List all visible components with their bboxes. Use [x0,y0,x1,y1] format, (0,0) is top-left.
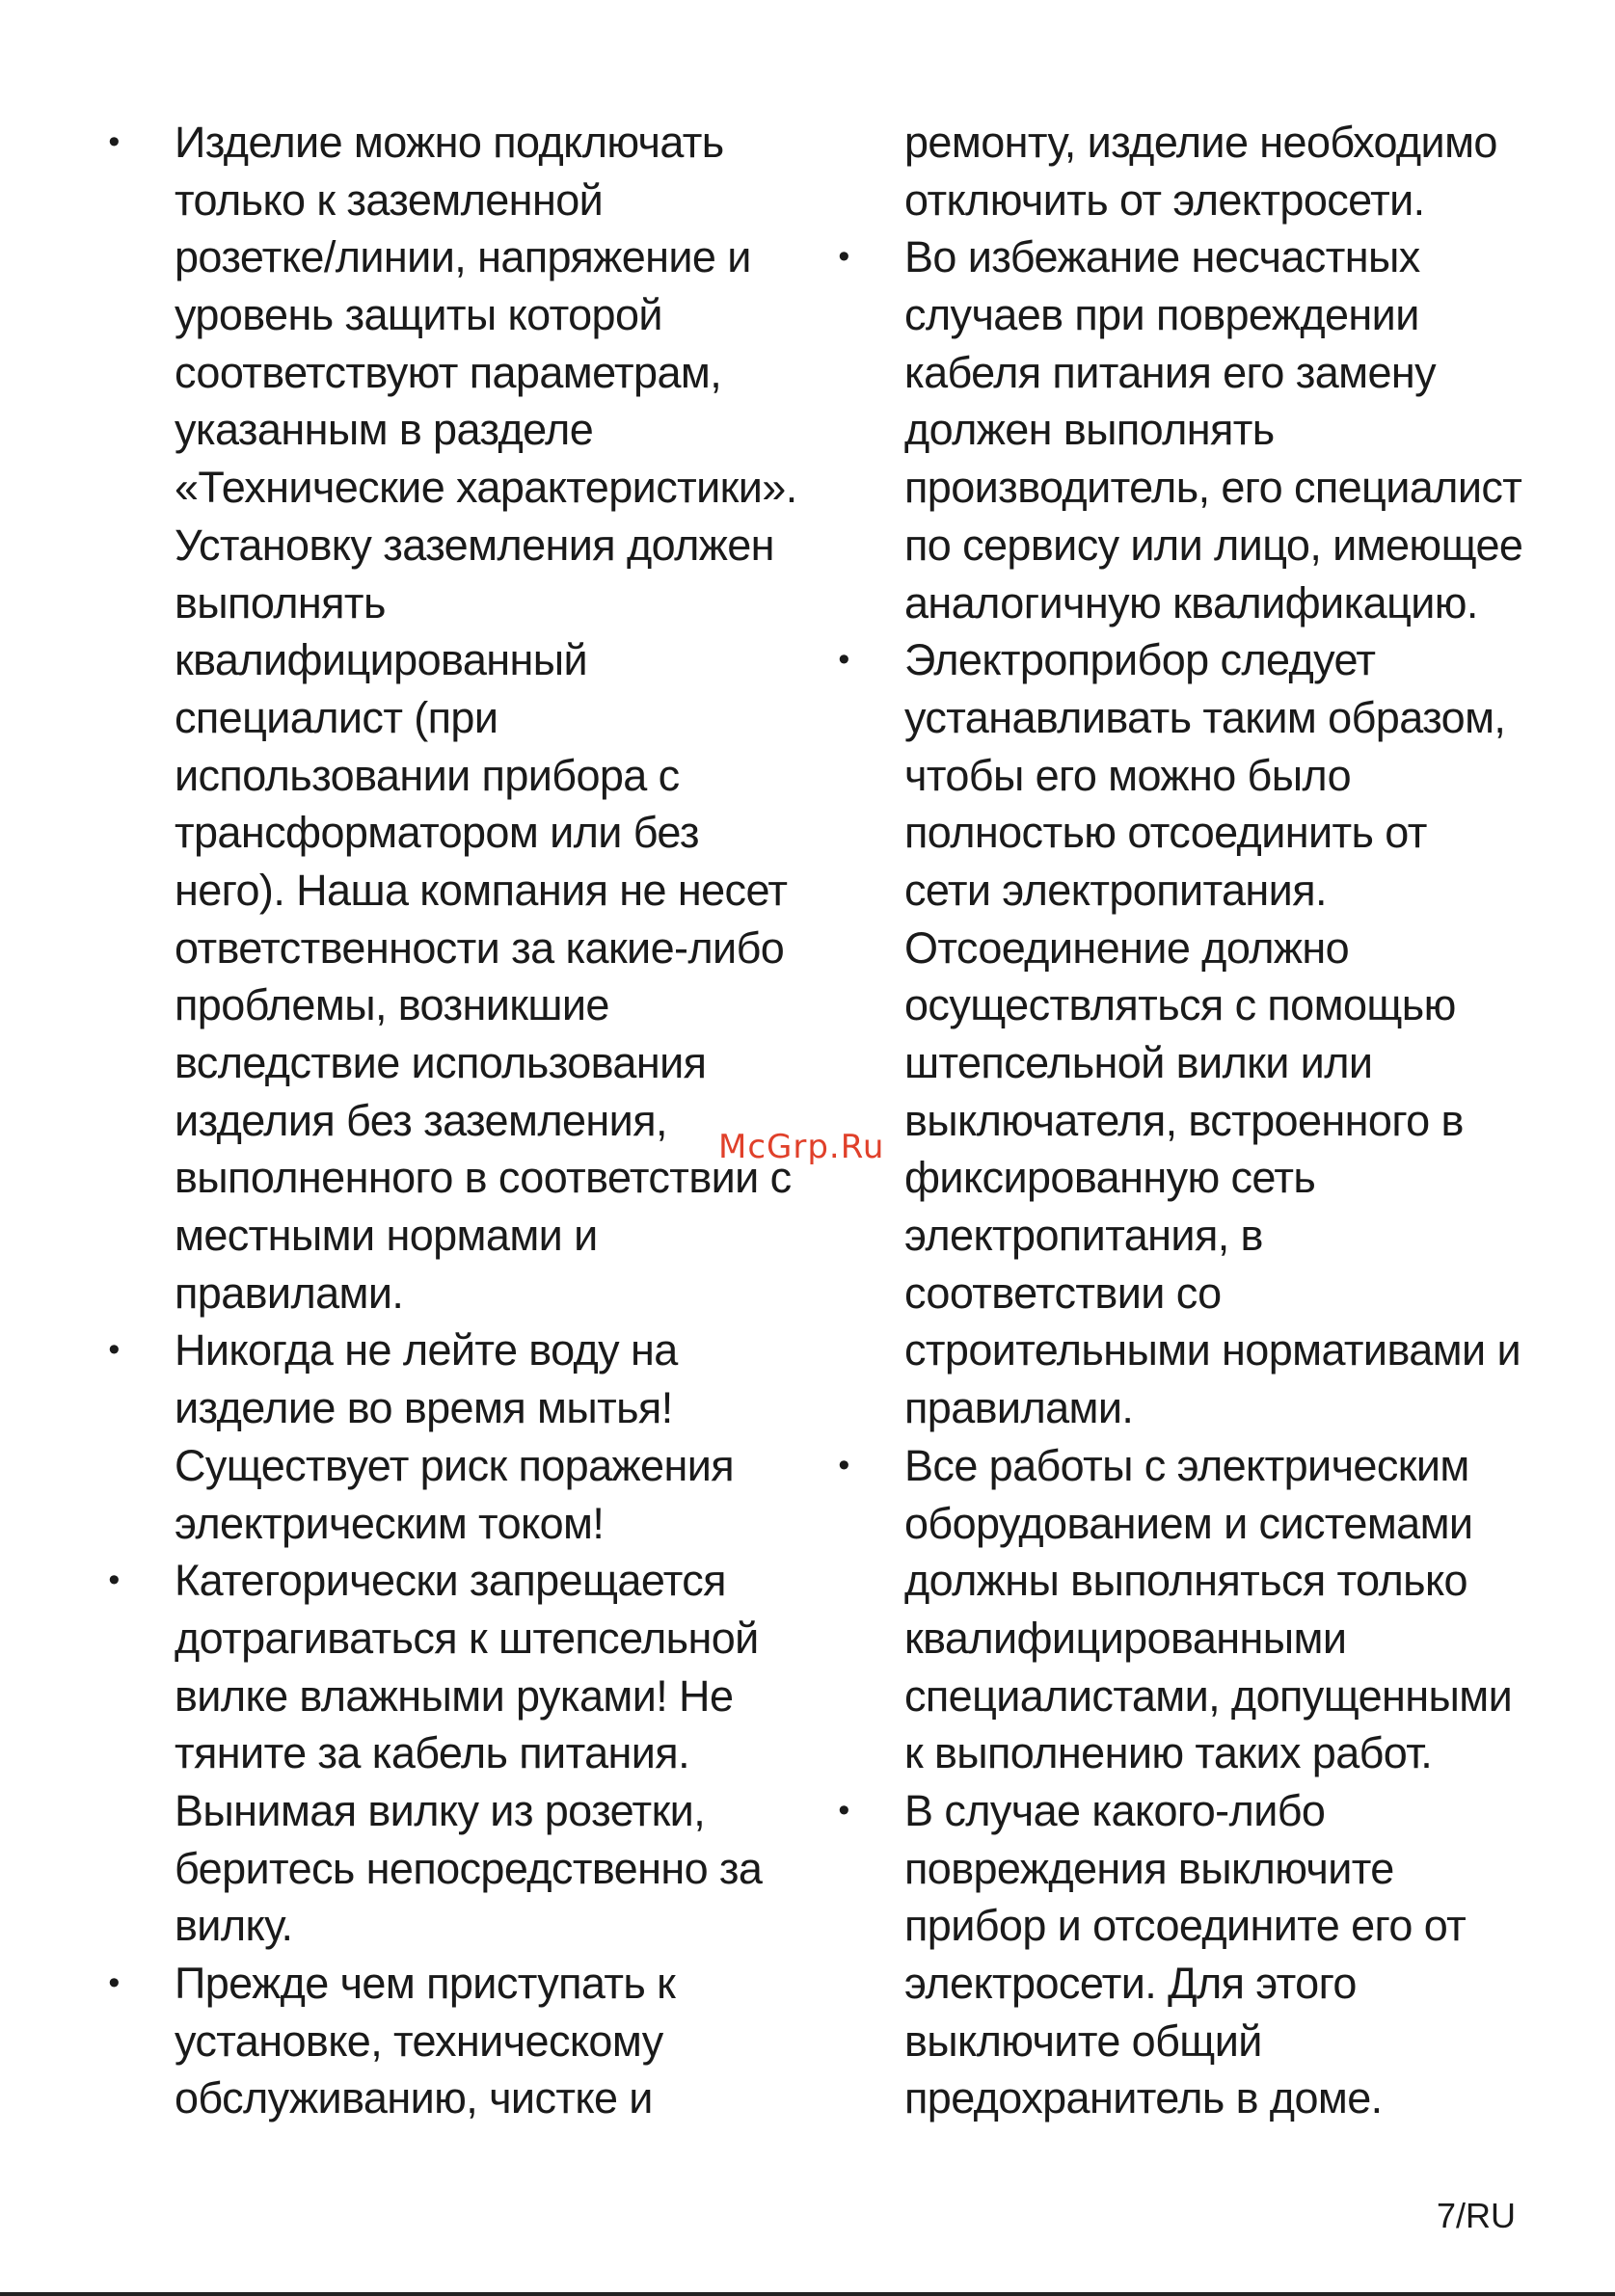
line-text: изделия без заземления, [175,1095,667,1145]
line-text: выполнять [175,577,386,627]
text-line [829,286,1523,344]
bullet-item-start-line [99,1955,813,2013]
text-line [829,920,1523,977]
line-text: уровень защиты которой [175,290,662,340]
watermark: McGrp.Ru [718,1128,885,1166]
line-text: Прежде чем приступать к [175,1959,676,2008]
text-line [829,1495,1523,1553]
text-line [829,747,1523,805]
line-text: должен выполнять [904,405,1275,455]
text-line [829,459,1523,517]
line-text: Установку заземления должен [175,520,774,570]
text-line [99,1207,813,1265]
text-line [829,1092,1523,1150]
bullet-item-start-line [829,228,1523,286]
text-line [829,1955,1523,2013]
text-line [829,689,1523,747]
bullet-icon: • [108,1331,120,1369]
line-text: Изделие можно подключать [175,118,724,167]
line-text: Во избежание несчастных [904,232,1420,282]
line-text: местными нормами и [175,1211,598,1261]
line-text: чтобы его можно было [904,750,1352,800]
right-column [829,114,1523,2127]
line-text: электропитания, в [904,1211,1263,1261]
text-line [829,114,1523,172]
text-line [99,517,813,574]
bullet-item-start-line [829,631,1523,689]
line-text: выключите общий [904,2016,1262,2066]
line-text: осуществляться с помощью [904,980,1456,1030]
line-text: сети электропитания. [904,865,1327,915]
line-text: электросети. Для этого [904,1959,1357,2008]
line-text: беритесь непосредственно за [175,1843,763,1893]
text-line [99,747,813,805]
text-line [99,804,813,862]
line-text: штепсельной вилки или [904,1038,1373,1087]
line-text: отключить от электросети. [904,174,1425,225]
text-line [829,1149,1523,1207]
line-text: выполненного в соответствии с [175,1153,792,1203]
text-line [99,2069,813,2127]
bullet-icon: • [838,238,849,276]
text-line [99,286,813,344]
text-line [829,1724,1523,1782]
line-text: правилами. [904,1383,1134,1433]
text-line [99,2013,813,2070]
line-text: вследствие использования [175,1038,707,1087]
text-line [99,1092,813,1150]
bullet-icon: • [108,123,120,160]
line-text: дотрагиваться к штепсельной [175,1613,759,1663]
page-number: 7/RU [1437,2196,1517,2235]
line-text: обслуживанию, чистке и [175,2073,653,2123]
text-line [829,1610,1523,1668]
line-text: проблемы, возникшие [175,980,609,1030]
text-line [829,2013,1523,2070]
text-line [829,517,1523,574]
text-line [99,689,813,747]
text-line [99,1379,813,1437]
text-line [99,862,813,920]
left-column-lines [99,114,813,2127]
bullet-icon: • [838,1791,849,1829]
line-text: строительными нормативами и [904,1325,1521,1375]
line-text: правилами. [175,1268,404,1318]
text-line [829,574,1523,632]
bullet-item-start-line [829,1782,1523,1840]
line-text: выключателя, встроенного в [904,1095,1464,1145]
line-text: Электроприбор следует [904,635,1376,685]
text-line [99,1437,813,1495]
line-text: использовании прибора с [175,750,680,800]
text-line [829,1840,1523,1898]
text-line [829,172,1523,229]
line-text: соответствуют параметрам, [175,347,722,397]
text-line [829,1322,1523,1379]
line-text: Никогда не лейте воду на [175,1325,678,1375]
text-line [829,1668,1523,1725]
line-text: Отсоединение должно [904,922,1350,973]
line-text: специалистами, допущенными [904,1670,1513,1721]
line-text: производитель, его специалист [904,463,1522,513]
line-text: вилку. [175,1901,293,1951]
line-text: электрическим током! [175,1498,605,1548]
right-column-lines [829,114,1523,2127]
line-text: к выполнению таких работ. [904,1728,1433,1778]
line-text: квалифицированный [175,635,588,685]
text-line [99,1495,813,1553]
line-text: устанавливать таким образом, [904,692,1506,742]
line-text: случаев при повреждении [904,290,1419,340]
text-line [829,1207,1523,1265]
line-text: «Технические характеристики». [175,463,797,513]
line-text: изделие во время мытья! [175,1383,673,1433]
text-line [99,172,813,229]
line-text: оборудованием и системами [904,1498,1473,1548]
line-text: соответствии со [904,1268,1222,1318]
text-line [99,228,813,286]
bullet-icon: • [108,1562,120,1599]
line-text: розетке/линии, напряжение и [175,232,751,282]
text-line [829,344,1523,402]
line-text: должны выполняться только [904,1556,1467,1606]
bullet-item-start-line [99,114,813,172]
text-line [99,1782,813,1840]
line-text: указанным в разделе [175,405,594,455]
bullet-icon: • [108,1964,120,2001]
text-line [99,1724,813,1782]
text-line [829,2069,1523,2127]
line-text: Все работы с электрическим [904,1440,1469,1490]
text-line [99,574,813,632]
line-text: Существует риск поражения [175,1440,734,1490]
text-line [99,1149,813,1207]
line-text: фиксированную сеть [904,1153,1316,1203]
bullet-icon: • [838,641,849,679]
text-line [99,401,813,459]
text-line [829,862,1523,920]
text-line [829,1552,1523,1610]
line-text: Категорически запрещается [175,1556,726,1606]
text-line [99,1897,813,1955]
line-text: только к заземленной [175,174,604,225]
text-line [99,459,813,517]
bullet-item-start-line [829,1437,1523,1495]
text-line [99,920,813,977]
line-text: ремонту, изделие необходимо [904,118,1497,167]
line-text: прибор и отсоедините его от [904,1901,1467,1951]
line-text: специалист (при [175,692,498,742]
text-line [829,1897,1523,1955]
line-text: вилке влажными руками! Не [175,1670,734,1721]
line-text: него). Наша компания не несет [175,865,788,915]
line-text: В случае какого-либо [904,1785,1326,1835]
bullet-item-start-line [99,1552,813,1610]
text-line [829,1379,1523,1437]
text-line [829,804,1523,862]
text-line [829,1265,1523,1322]
bullet-item-start-line [99,1322,813,1379]
text-line [829,1034,1523,1092]
line-text: полностью отсоединить от [904,808,1427,858]
line-text: кабеля питания его замену [904,347,1437,397]
left-column [99,114,813,2127]
text-line [99,1265,813,1322]
text-line [99,1840,813,1898]
text-line [829,976,1523,1034]
line-text: ответственности за какие-либо [175,922,785,973]
text-line [99,1668,813,1725]
text-line [99,1610,813,1668]
bottom-rule [0,2292,1615,2296]
line-text: тяните за кабель питания. [175,1728,689,1778]
text-line [99,344,813,402]
line-text: трансформатором или без [175,808,699,858]
line-text: повреждения выключите [904,1843,1394,1893]
line-text: аналогичную квалификацию. [904,577,1478,627]
text-line [99,631,813,689]
line-text: по сервису или лицо, имеющее [904,520,1523,570]
line-text: квалифицированными [904,1613,1347,1663]
text-line [99,1034,813,1092]
line-text: предохранитель в доме. [904,2073,1383,2123]
line-text: установке, техническому [175,2016,663,2066]
text-line [99,976,813,1034]
text-line [829,401,1523,459]
bullet-icon: • [838,1446,849,1483]
line-text: Вынимая вилку из розетки, [175,1785,706,1835]
